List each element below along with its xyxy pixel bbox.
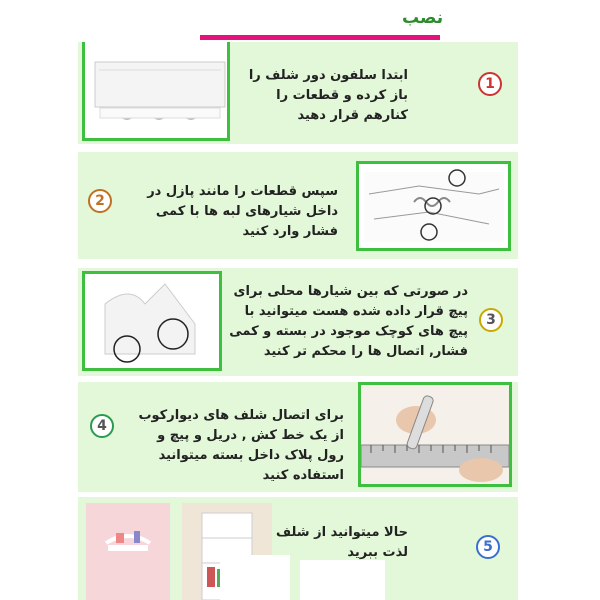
step-1-number: 1 (478, 72, 502, 96)
step-5 (78, 497, 518, 600)
step-2-text: سپس قطعات را مانند پازل در داخل شیارهای لبه ها با کمی فشار وارد کنید (147, 184, 338, 239)
step-3-number: 3 (479, 308, 503, 332)
pink-room-shelf-image (86, 503, 170, 600)
step-3-photo (82, 271, 222, 371)
step-4-text: برای اتصال شلف های دیوارکوب از یک خط کش , دریل و پیچ و رول پلاک داخل بسته میتوانید استفاده کنید (138, 408, 344, 483)
step-3 (78, 268, 518, 376)
step-1-text: ابتدا سلفون دور شلف را باز کرده و قطعات را کنارهم قرار دهید (248, 68, 408, 123)
puzzle-assembly-image (359, 164, 509, 248)
step-2-number: 2 (88, 189, 112, 213)
ruler-drill-image (361, 385, 509, 484)
step-4-photo (358, 382, 512, 487)
step-4 (78, 382, 518, 492)
step-5-photo-left (86, 503, 170, 600)
title-underline (200, 35, 440, 40)
step-1-photo (82, 42, 230, 141)
image-crop-mask (220, 555, 290, 600)
step-1 (78, 42, 518, 144)
screw-slot-image (85, 274, 219, 368)
page-title: نصب (402, 8, 444, 28)
step-5-text: حالا میتوانید از شلف لذت ببرید (276, 525, 408, 560)
shelf-parts-image (85, 42, 230, 141)
step-2 (78, 152, 518, 259)
image-crop-mask (300, 560, 385, 600)
step-2-photo (356, 161, 511, 251)
step-5-number: 5 (476, 535, 500, 559)
step-3-text: در صورتی که بین شیارها محلی برای پیچ قرار داده شده هست میتوانید با پیچ های کوچک موجود در بسته و کمی فشار, اتصال ها را محکم تر کنید (229, 284, 468, 359)
step-4-number: 4 (90, 414, 114, 438)
